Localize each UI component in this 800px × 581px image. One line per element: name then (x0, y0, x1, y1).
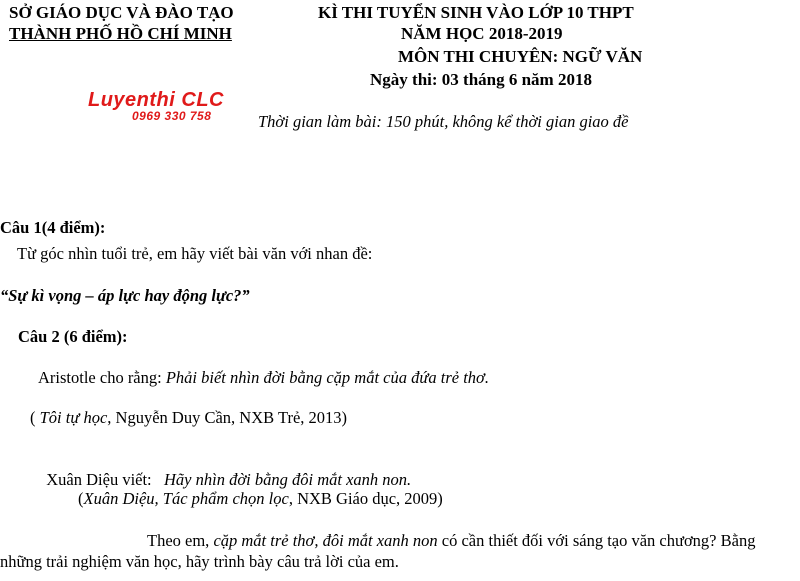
source2-book: Xuân Diệu, Tác phẩm chọn lọc (83, 489, 289, 508)
quote1-text: Phải biết nhìn đời bằng cặp mắt của đứa trẻ thơ. (165, 368, 489, 387)
question1-essay-title: “Sự kì vọng – áp lực hay động lực?” (0, 286, 250, 305)
aristotle-quote (38, 368, 489, 388)
task-prefix: Theo em, (147, 531, 214, 550)
task-rest: có cần thiết đối với sáng tạo văn chương? Bằng những trải nghiệm văn học, hãy trình bày câu trả lời của em. (0, 531, 756, 571)
exam-date: Ngày thi: 03 tháng 6 năm 2018 (370, 70, 592, 89)
question1-prompt: Từ góc nhìn tuổi trẻ, em hãy viết bài văn với nhan đề: (17, 244, 373, 263)
quote1-prefix: Aristotle cho rằng: (38, 368, 166, 387)
source2-open: ( (78, 489, 84, 508)
source1-rest: , Nguyễn Duy Cần, NXB Trẻ, 2013) (107, 408, 348, 427)
question1-heading: Câu 1(4 điểm): (0, 218, 106, 237)
question2-heading: Câu 2 (6 điểm): (18, 327, 128, 346)
source1-book: Tôi tự học (39, 408, 108, 427)
exam-subject: MÔN THI CHUYÊN: NGỮ VĂN (398, 47, 643, 66)
quote2-prefix: Xuân Diệu viết: (46, 470, 165, 489)
luyenthi-logo: Luyenthi CLC (88, 89, 224, 111)
xuan-dieu-source (78, 489, 443, 509)
school-year: NĂM HỌC 2018-2019 (401, 24, 563, 43)
exam-title: KÌ THI TUYỂN SINH VÀO LỚP 10 THPT (318, 3, 634, 22)
logo-phone: 0969 330 758 (132, 109, 212, 123)
question2-task (0, 530, 790, 572)
source2-rest: , NXB Giáo dục, 2009) (288, 489, 443, 508)
exam-duration: Thời gian làm bài: 150 phút, không kể thời gian giao đề (258, 112, 629, 131)
city-name: THÀNH PHỐ HỒ CHÍ MINH (9, 24, 232, 43)
aristotle-source (30, 408, 347, 428)
xuan-dieu-quote (38, 450, 411, 490)
task-italic: cặp mắt trẻ thơ, đôi mắt xanh non (213, 531, 438, 550)
source1-open: ( (30, 408, 40, 427)
department-name: SỞ GIÁO DỤC VÀ ĐÀO TẠO (9, 3, 234, 22)
quote2-text: Hãy nhìn đời bằng đôi mắt xanh non. (164, 470, 412, 489)
